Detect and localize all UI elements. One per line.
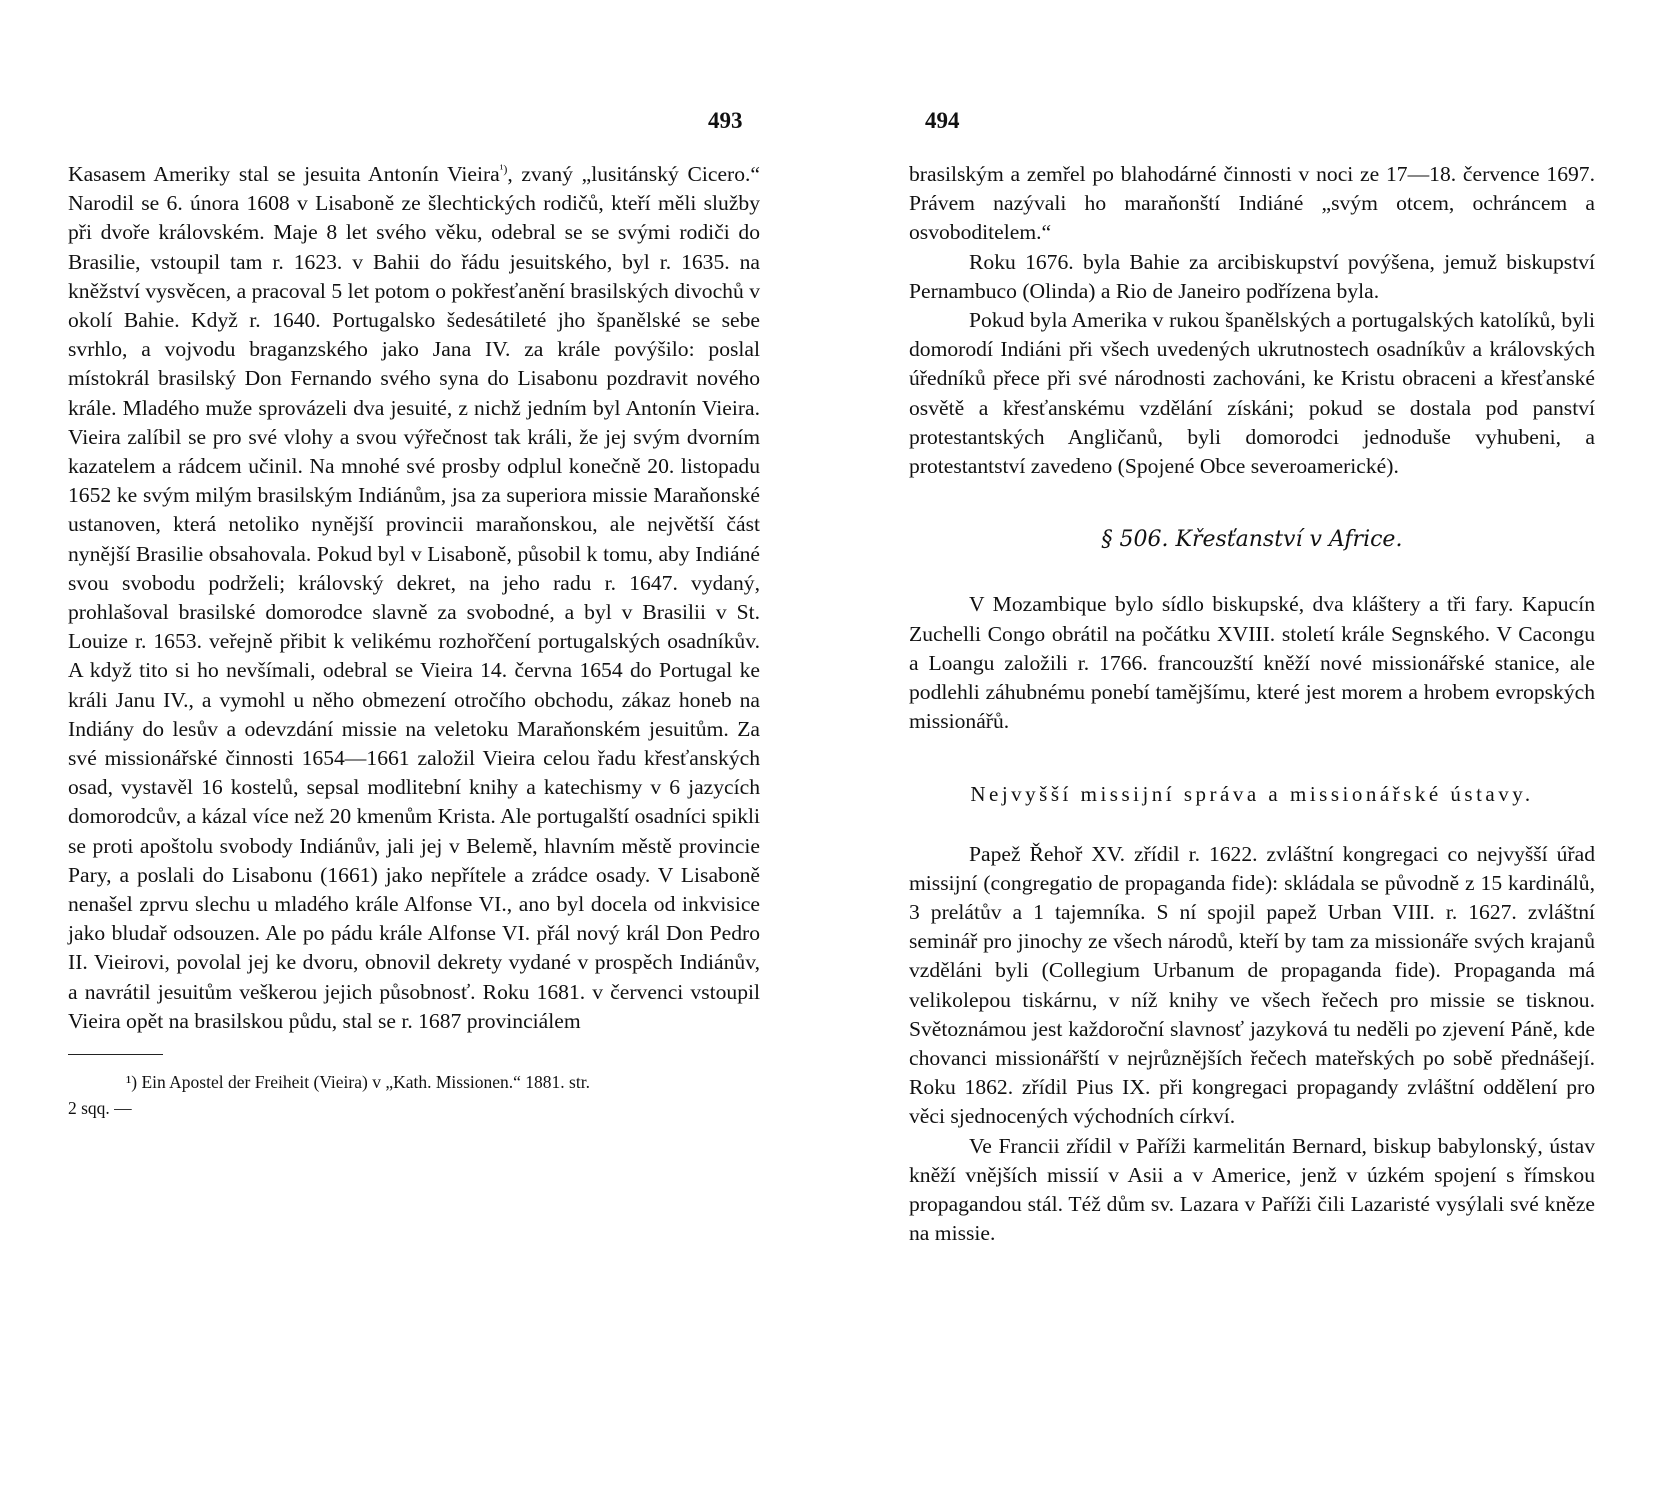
right-paragraph-2: Roku 1676. byla Bahie za arcibiskupství povýšena, jemuž biskupství Pernambuco (Olinda) a Rio de Janeiro podřízena byla. [909,249,1595,303]
left-body-before-note: Kasasem Ameriky stal se jesuita Antonín Vieira [68,162,500,186]
right-text-column [909,160,1595,1249]
subheading: Nejvyšší missijní správa a missionářské ústavy. [970,782,1534,807]
right-paragraph-5: Papež Řehoř XV. zřídil r. 1622. zvláštní kongregaci co nejvyšší úřad missijní (congregatio de propaganda fide): skládala se původně z 15 kardinálů, 3 prelátův a 1 tajemníka. S ní spojil papež Urban VIII. r. 1627. zvláštní seminář pro jinochy ze všech národů, kteří by tam za missionáře svých krajanů vzděláni byli (Collegium Urbanum de propaganda fide). Propaganda má velikolepou tiskárnu, v níž knihy ve všech řečech pro missie se tisknou. Světoznámou jest každoroční slavnosť jazyková tu neděli po zjevení Páně, kde chovanci missionářští v nejrůznějších řečech mateřských po sobě přednášejí. Roku 1862. zřídil Pius IX. při kongregaci propagandy zvláštní oddělení pro věci sjednocených východních církví. [909,841,1595,1129]
section-heading: § 506. Křesťanství v Africe. [1101,527,1403,553]
page-number-left: 493 [708,108,743,133]
left-body-after-note: , zvaný „lusitánský Cicero.“ Narodil se 6. února 1608 v Lisaboně ze šlechtických rodičů, kteří měli služby při dvoře královském. Maje 8 let svého věku, odebral se se svými rodiči do Brasilie, vstoupil tam r. 1623. v Bahii do řádu jesuitského, byl r. 1635. na kněžství vysvěcen, a pracoval 5 let potom o pokřesťanění brasilských divochů v okolí Bahie. Když r. 1640. Portugalsko šedesátileté jho španělské se sebe svrhlo, a vojvodu braganzského jako Jana IV. za krále povýšilo: poslal místokrál brasilský Don Fernando svého syna do Lisabonu pozdravit nového krále. Mladého muže sprovázeli dva jesuité, z nichž jedním byl Antonín Vieira. Vieira zalíbil se pro své vlohy a svou výřečnost tak králi, že jej svým dvorním kazatelem a rádcem učinil. Na mnohé své prosby odplul konečně 20. listopadu 1652 ke svým milým brasilským Indiánům, jsa za superiora missie Maraňonské ustanoven, která netoliko nynější provincii maraňonskou, ale největší část nynější Brasilie obsahovala. Pokud byl v Lisaboně, působil k tomu, aby Indiáné svou svobodu podrželi; královský dekret, na jeho radu r. 1647. vydaný, prohlašoval brasilské domorodce slavně za svobodné, a byl v Brasilii v St. Louize r. 1653. veřejně přibit k velikému rozhořčení portugalských osadníkův. A když tito si ho nevšímali, odebral se Vieira 14. června 1654 do Portugal ke králi Janu IV., a vymohl u něho obmezení otročího obchodu, zákaz honeb na Indiány do lesův a odevzdání missie na veletoku Maraňonském jesuitům. Za své missionářské činnosti 1654—1661 založil Vieira celou řadu křesťanských osad, vystavěl 16 kostelů, sepsal modlitební knihy a katechismy v 6 jazycích domorodcův, a kázal více než 20 kmenům Krista. Ale portugalští osadníci spikli se proti apoštolu svobody Indiánův, jali jej v Belemě, hlavním městě provincie Pary, a poslali do Lisabonu (1661) jako nepřítele a zrádce osady. V Lisaboně nenašel zprvu slechu u mladého krále Alfonse VI., ano byl docela od inkvisice jako bludař odsouzen. Ale po pádu krále Alfonse VI. přál nový král Don Pedro II. Vieirovi, povolal jej ke dvoru, obnovil dekrety vydané v prospěch Indiánův, a navrátil jesuitům veškerou jejich působnosť. Roku 1681. v červenci vstoupil Vieira opět na brasilskou půdu, stal se r. 1687 provinciálem [68,162,760,1033]
footnote-separator [68,1054,163,1055]
left-body-paragraph [68,160,760,1036]
footnote-marker: ¹) [499,161,508,176]
right-paragraph-6: Ve Francii zřídil v Paříži karmelitán Bernard, biskup babylonský, ústav kněží vnějších missií v Asii a v Americe, jenž v úzkém spojení s římskou propagandou stál. Též dům sv. Lazara v Paříži čili Lazaristé vysýlali své kněze na missie. [909,1133,1595,1246]
page-number-right: 494 [925,108,960,133]
footnote-line-2: 2 sqq. — [68,1098,132,1119]
right-paragraph-1: brasilským a zemřel po blahodárné činnosti v noci ze 17—18. července 1697. Právem nazývali ho maraňonští Indiáné „svým otcem, ochráncem a osvoboditelem.“ [909,162,1595,245]
right-paragraph-4: V Mozambique bylo sídlo biskupské, dva kláštery a tři fary. Kapucín Zuchelli Congo obrátil na počátku XVIII. století krále Segnského. V Cacongu a Loangu založili r. 1766. francouzští kněží nové missionářské stanice, ale podlehli záhubnému ponebí tamějšímu, které jest morem a hrobem evropských missionářů. [909,592,1595,734]
footnote-line-1: ¹) Ein Apostel der Freiheit (Vieira) v „Kath. Missionen.“ 1881. str. [126,1072,590,1093]
right-page [839,0,1678,1500]
right-paragraph-3: Pokud byla Amerika v rukou španělských a portugalských katolíků, byli domorodí Indiáni při všech uvedených ukrutnostech osadníkův a královských úředníků přece při své národnosti zachováni, ke Kristu obraceni a křesťanské osvětě a křesťanskému vzdělání získáni; pokud se dostala pod panství protestantských Angličanů, byli domorodci jednoduše vyhubeni, a protestantství zavedeno (Spojené Obce severoamerické). [909,308,1595,479]
left-text-column [68,160,760,1121]
